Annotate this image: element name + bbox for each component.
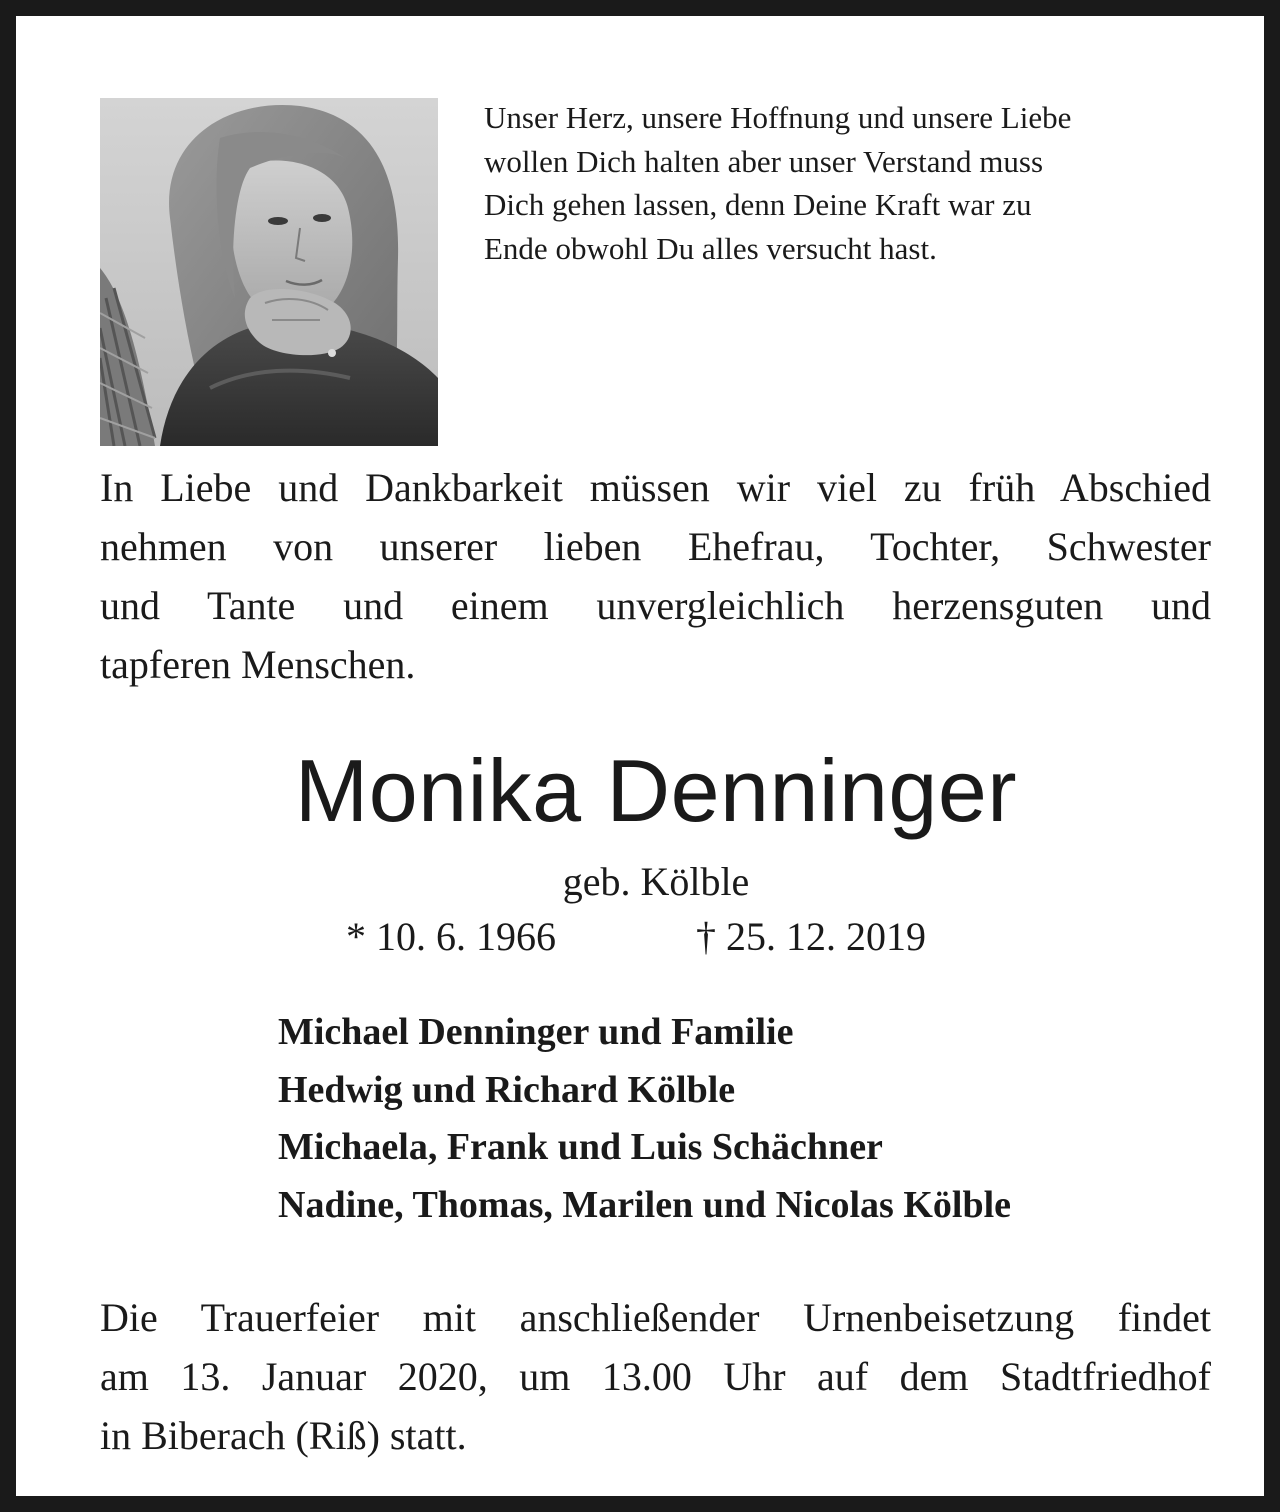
mourner-line: Michaela, Frank und Luis Schächner — [278, 1126, 883, 1168]
death-date: † 25. 12. 2019 — [696, 914, 926, 959]
mourners-list — [278, 1004, 1011, 1234]
service-line: Die Trauerfeier mit anschließender Urnenbeisetzung findet — [100, 1295, 1211, 1340]
funeral-service-info — [100, 1288, 1211, 1465]
service-line: am 13. Januar 2020, um 13.00 Uhr auf dem Stadtfriedhof — [100, 1354, 1211, 1399]
quote-line: Unser Herz, unsere Hoffnung und unsere Liebe — [484, 100, 1072, 135]
portrait-photo — [100, 98, 438, 446]
mourner-line: Michael Denninger und Familie — [278, 1011, 794, 1053]
service-line: in Biberach (Riß) statt. — [100, 1413, 467, 1458]
intro-line: In Liebe und Dankbarkeit müssen wir viel zu früh Abschied — [100, 465, 1211, 510]
intro-line: tapferen Menschen. — [100, 642, 416, 687]
quote-text — [484, 96, 1224, 270]
deceased-name: Monika Denninger — [294, 741, 1018, 840]
quote-line: Dich gehen lassen, denn Deine Kraft war zu — [484, 187, 1032, 222]
maiden-name: geb. Kölble — [562, 859, 750, 904]
quote-line: wollen Dich halten aber unser Verstand muss — [484, 143, 1044, 179]
intro-line: nehmen von unserer lieben Ehefrau, Tochter, Schwester — [100, 524, 1211, 569]
quote-line: Ende obwohl Du alles versucht hast. — [484, 230, 937, 266]
intro-line: und Tante und einem unvergleichlich herzensguten und — [100, 583, 1211, 628]
intro-paragraph — [100, 458, 1211, 694]
mourner-line: Nadine, Thomas, Marilen und Nicolas Kölble — [278, 1183, 1012, 1226]
mourner-line: Hedwig und Richard Kölble — [278, 1068, 736, 1111]
birth-date: * 10. 6. 1966 — [346, 914, 556, 959]
